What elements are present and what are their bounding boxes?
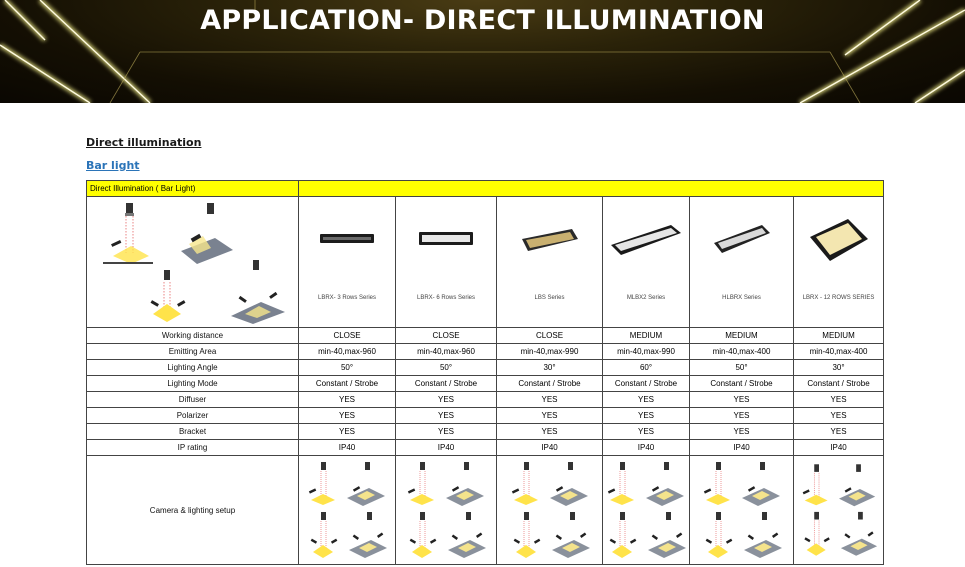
table-cell: YES bbox=[794, 392, 884, 408]
table-cell: 60° bbox=[603, 359, 690, 375]
mlbx2-series-image bbox=[609, 223, 683, 259]
setup-cell bbox=[497, 456, 603, 565]
table-cell: YES bbox=[603, 424, 690, 440]
lbs-series-image bbox=[520, 229, 580, 255]
table-cell: CLOSE bbox=[396, 327, 497, 343]
table-cell: 50° bbox=[690, 359, 794, 375]
table-cell: YES bbox=[299, 408, 396, 424]
table-cell: IP40 bbox=[690, 440, 794, 456]
setup-cell bbox=[299, 456, 396, 565]
table-cell: CLOSE bbox=[497, 327, 603, 343]
product-name: LBRX- 6 Rows Series bbox=[416, 294, 476, 301]
row-label: Working distance bbox=[87, 327, 299, 343]
table-row bbox=[87, 424, 884, 440]
hlbrx-series-image bbox=[712, 223, 772, 257]
lbrx-12-rows-image bbox=[808, 217, 870, 263]
table-cell: YES bbox=[690, 424, 794, 440]
table-row bbox=[87, 359, 884, 375]
table-cell: min-40,max-960 bbox=[396, 343, 497, 359]
product-cell bbox=[603, 197, 690, 328]
table-cell: 30° bbox=[497, 359, 603, 375]
table-cell: Constant / Strobe bbox=[497, 375, 603, 391]
row-label: Lighting Mode bbox=[87, 375, 299, 391]
overview-illustration bbox=[87, 197, 299, 328]
lbrx-6-rows-image bbox=[418, 229, 474, 251]
table-cell: 30° bbox=[794, 359, 884, 375]
table-cell: Constant / Strobe bbox=[690, 375, 794, 391]
product-name: LBRX - 12 ROWS SERIES bbox=[802, 294, 875, 301]
table-row bbox=[87, 408, 884, 424]
table-row bbox=[87, 375, 884, 391]
table-row bbox=[87, 343, 884, 359]
lbrx-3-rows-image bbox=[319, 229, 375, 249]
table-cell: YES bbox=[603, 408, 690, 424]
section-title: Direct illumination bbox=[86, 136, 202, 149]
product-name: HLBRX Series bbox=[722, 294, 761, 301]
table-cell: IP40 bbox=[603, 440, 690, 456]
product-name: MLBX2 Series bbox=[626, 294, 666, 301]
row-label: Camera & lighting setup bbox=[87, 456, 299, 565]
table-header-row bbox=[87, 181, 884, 197]
table-cell: YES bbox=[396, 392, 497, 408]
table-cell: min-40,max-400 bbox=[690, 343, 794, 359]
product-image-row bbox=[87, 197, 884, 328]
table-cell: YES bbox=[396, 408, 497, 424]
row-label: Lighting Angle bbox=[87, 359, 299, 375]
table-cell: YES bbox=[603, 392, 690, 408]
banner-title: APPLICATION- DIRECT ILLUMINATION bbox=[200, 5, 765, 36]
table-cell: min-40,max-960 bbox=[299, 343, 396, 359]
table-row bbox=[87, 440, 884, 456]
setup-cell bbox=[396, 456, 497, 565]
table-cell: IP40 bbox=[794, 440, 884, 456]
setup-diagram-image bbox=[305, 460, 389, 560]
table-cell: YES bbox=[794, 408, 884, 424]
table-cell: 50° bbox=[396, 359, 497, 375]
setup-overview-image bbox=[93, 198, 293, 324]
product-cell bbox=[794, 197, 884, 328]
setup-cell bbox=[603, 456, 690, 565]
table-cell: YES bbox=[497, 408, 603, 424]
row-label: Bracket bbox=[87, 424, 299, 440]
product-cell bbox=[690, 197, 794, 328]
table-cell: IP40 bbox=[396, 440, 497, 456]
product-name: LBRX- 3 Rows Series bbox=[317, 294, 377, 301]
row-label: Emitting Area bbox=[87, 343, 299, 359]
table-cell: MEDIUM bbox=[603, 327, 690, 343]
setup-diagram-image bbox=[604, 460, 688, 560]
row-label: Polarizer bbox=[87, 408, 299, 424]
table-cell: YES bbox=[497, 424, 603, 440]
table-cell: YES bbox=[690, 392, 794, 408]
spec-table bbox=[86, 180, 884, 565]
table-cell: Constant / Strobe bbox=[794, 375, 884, 391]
table-cell: CLOSE bbox=[299, 327, 396, 343]
table-cell: MEDIUM bbox=[690, 327, 794, 343]
table-cell: Constant / Strobe bbox=[299, 375, 396, 391]
table-header-fill bbox=[299, 181, 884, 197]
product-cell bbox=[299, 197, 396, 328]
setup-cell bbox=[794, 456, 884, 565]
setup-diagram-image bbox=[700, 460, 784, 560]
table-cell: min-40,max-990 bbox=[603, 343, 690, 359]
table-cell: MEDIUM bbox=[794, 327, 884, 343]
setup-diagram-image bbox=[404, 460, 488, 560]
product-name: LBS Series bbox=[534, 294, 565, 301]
row-label: IP rating bbox=[87, 440, 299, 456]
setup-diagram-image bbox=[799, 460, 879, 560]
table-cell: IP40 bbox=[299, 440, 396, 456]
table-cell: 50° bbox=[299, 359, 396, 375]
table-cell: min-40,max-990 bbox=[497, 343, 603, 359]
table-cell: YES bbox=[299, 424, 396, 440]
table-cell: YES bbox=[690, 408, 794, 424]
table-cell: Constant / Strobe bbox=[603, 375, 690, 391]
table-cell: YES bbox=[396, 424, 497, 440]
table-cell: YES bbox=[794, 424, 884, 440]
product-cell bbox=[497, 197, 603, 328]
table-cell: min-40,max-400 bbox=[794, 343, 884, 359]
table-cell: Constant / Strobe bbox=[396, 375, 497, 391]
setup-row bbox=[87, 456, 884, 565]
setup-diagram-image bbox=[505, 460, 595, 560]
table-row bbox=[87, 392, 884, 408]
header-banner bbox=[0, 0, 965, 103]
subsection-title-link[interactable]: Bar light bbox=[86, 159, 140, 172]
table-row bbox=[87, 327, 884, 343]
table-header-label: Direct Illumination ( Bar Light) bbox=[87, 181, 299, 197]
row-label: Diffuser bbox=[87, 392, 299, 408]
product-cell bbox=[396, 197, 497, 328]
table-cell: YES bbox=[497, 392, 603, 408]
table-cell: YES bbox=[299, 392, 396, 408]
setup-cell bbox=[690, 456, 794, 565]
table-cell: IP40 bbox=[497, 440, 603, 456]
